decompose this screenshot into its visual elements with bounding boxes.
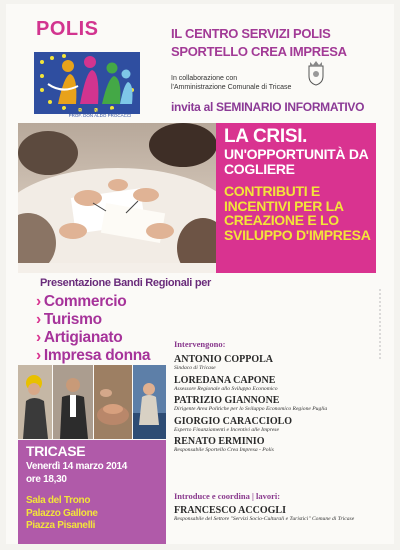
speaker-entry bbox=[174, 354, 384, 372]
municipal-crest-icon bbox=[306, 60, 326, 86]
logo-sub-caption: PROF. DON ALDO PROCACCI bbox=[68, 113, 132, 118]
bando-item bbox=[36, 311, 236, 329]
bando-label: Commercio bbox=[43, 293, 127, 310]
speakers-list bbox=[174, 351, 384, 454]
headline-contributi: CONTRIBUTI E INCENTIVI PER LA CREAZIONE E LO SVILUPPO D'IMPRESA bbox=[224, 183, 371, 243]
moderator-entry bbox=[174, 502, 388, 523]
chevron-right-icon: › bbox=[36, 293, 41, 310]
side-print-mark bbox=[377, 289, 383, 359]
event-city: TRICASE bbox=[26, 443, 86, 459]
chevron-right-icon: › bbox=[36, 311, 41, 328]
speaker-entry bbox=[174, 416, 384, 434]
meeting-hands-photo bbox=[18, 123, 216, 273]
speaker-entry bbox=[174, 375, 384, 393]
collab-line-2: l'Amministrazione Comunale di Tricase bbox=[171, 84, 292, 91]
venue-line-2: Palazzo Gallone bbox=[26, 507, 98, 519]
bando-label: Turismo bbox=[43, 311, 102, 328]
venue-line-3: Piazza Pisanelli bbox=[26, 520, 96, 531]
bando-label: Impresa donna bbox=[43, 347, 151, 364]
venue-line-1: Sala del Trono bbox=[26, 495, 91, 506]
speaker-role: Sindaco di Tricase bbox=[174, 365, 216, 371]
header-sportello: SPORTELLO CREA IMPRESA bbox=[171, 44, 347, 59]
speaker-role: Responsabile Sportello Crea Impresa - Polis bbox=[174, 447, 274, 453]
workers-photo-strip bbox=[18, 365, 166, 439]
logo-wordmark: POLIS bbox=[36, 18, 99, 40]
speaker-role: Dirigente Area Politiche per lo Sviluppo Economico Regione Puglia bbox=[174, 406, 328, 412]
moderator-name: FRANCESCO ACCOGLI bbox=[174, 505, 286, 516]
speaker-entry bbox=[174, 436, 384, 454]
chevron-right-icon: › bbox=[36, 329, 41, 346]
logo-caption bbox=[52, 108, 148, 118]
bando-item bbox=[36, 293, 236, 311]
moderator-role: Responsabile del Settore "Servizi Socio-Culturali e Turistici" Comune di Tricase bbox=[174, 516, 355, 522]
flyer-page bbox=[6, 4, 394, 544]
speaker-name: RENATO ERMINIO bbox=[174, 436, 265, 447]
headline-opportunita: UN'OPPORTUNITÀ DA COGLIERE bbox=[224, 146, 368, 177]
speaker-role: Assessore Regionale allo Sviluppo Economico bbox=[174, 385, 278, 392]
speakers-label: Intervengono: bbox=[174, 339, 226, 349]
speaker-name: ANTONIO COPPOLA bbox=[174, 354, 273, 365]
headline-crisi: LA CRISI. bbox=[224, 126, 308, 147]
invite-line: invita al SEMINARIO INFORMATIVO bbox=[171, 100, 365, 114]
event-venue bbox=[26, 495, 156, 533]
moderator-label: Introduce e coordina | lavori: bbox=[174, 491, 281, 501]
logo-caption-line: POLO DI INNOVAZIONE SOCIALE bbox=[64, 108, 136, 113]
chevron-right-icon: › bbox=[36, 347, 41, 364]
event-time: ore 18,30 bbox=[26, 474, 67, 485]
speaker-name: PATRIZIO GIANNONE bbox=[174, 395, 280, 406]
collab-line-1: In collaborazione con bbox=[171, 75, 238, 82]
speaker-name: GIORGIO CARACCIOLO bbox=[174, 415, 293, 427]
header-centro: IL CENTRO SERVIZI POLIS bbox=[171, 26, 331, 41]
speaker-entry bbox=[174, 395, 384, 413]
event-date: Venerdì 14 marzo 2014 bbox=[26, 461, 127, 472]
speaker-name: LOREDANA CAPONE bbox=[174, 374, 276, 386]
bandi-intro: Presentazione Bandi Regionali per bbox=[40, 277, 212, 289]
speaker-role: Esperto Finanziamenti e Incentivi alle Imprese bbox=[174, 426, 279, 433]
bando-label: Artigianato bbox=[43, 329, 123, 346]
